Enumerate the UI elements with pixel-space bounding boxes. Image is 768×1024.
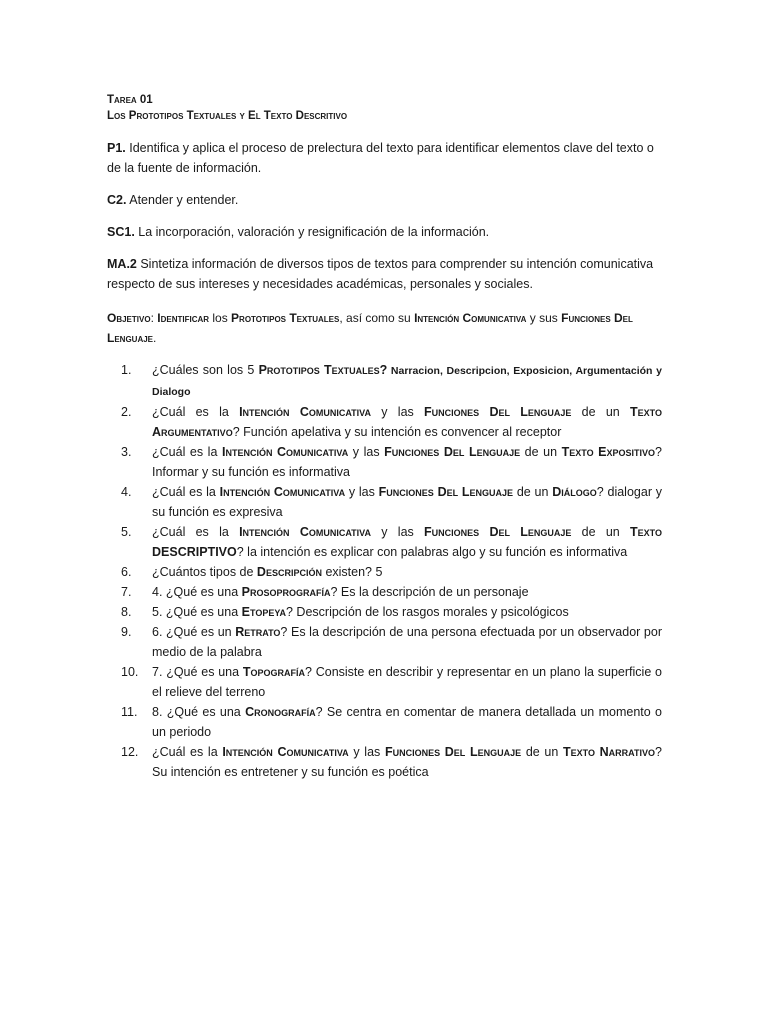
objective-keyword: Intención Comunicativa [414,311,527,325]
answer-text: ? la intención es explicar con palabras algo y su función es informativa [236,545,628,559]
question-text: ¿Cuál es la [152,745,223,759]
question-text: ¿Cuál es la [152,485,220,499]
question-keyword: Intención Comunicativa [239,525,372,539]
answer-text: ? Se centra en comentar de manera detallada un momento o un periodo [152,705,662,739]
question-text: de un [521,745,563,759]
question-item [107,442,662,482]
item-number: 8. [121,605,132,619]
question-keyword: Topografía [242,665,305,679]
question-keyword: Intención Comunicativa [239,405,372,419]
question-text: 7. ¿Qué es una [152,665,243,679]
competency-sc1 [107,222,662,242]
question-keyword: Diálogo [552,485,597,499]
objective-text: los [209,311,232,325]
question-item [107,622,662,662]
objective-keyword: Prototipos Textuales [231,311,340,325]
question-text: y las [345,485,379,499]
item-number: 12. [121,745,139,759]
answer-text: ? Descripción de los rasgos morales y psicológicos [286,605,569,619]
document-title: Los Prototipos Textuales y El Texto Descritivo [107,110,348,122]
question-item [107,360,662,402]
objective-paragraph [107,308,662,348]
competency-code: C2. [107,193,127,207]
question-keyword: Cronografía [245,705,316,719]
question-text: 6. ¿Qué es un [152,625,236,639]
question-keyword: Texto Argumentativo [152,405,662,439]
objective-text: y sus [526,311,562,325]
answer-text: ? Consiste en describir y representar en un plano la superficie o el relieve del terreno [152,665,663,699]
answer-text: ? Informar y su función es informativa [152,445,662,479]
answer-text: existen? 5 [321,565,383,579]
answer-text: ? Función apelativa y su intención es convencer al receptor [232,425,562,439]
question-text: de un [571,525,631,539]
answer-text: ? Su intención es entretener y su función es poética [152,745,662,779]
competency-code: SC1. [107,225,135,239]
question-text: y las [371,405,425,419]
question-keyword: Intención Comunicativa [222,745,349,759]
competency-text: Identifica y aplica el proceso de prelectura del texto para identificar elementos clave del texto o de la fuente de información. [107,141,654,175]
question-text: de un [513,485,553,499]
question-keyword: Funciones Del Lenguaje [384,745,522,759]
question-item [107,702,662,742]
question-text: ¿Cuáles son los 5 [152,363,259,377]
question-text: ¿Cuál es la [152,525,240,539]
objective-sep: : [150,311,158,325]
question-keyword: Descripción [256,565,322,579]
question-text: ¿Cuál es la [152,405,240,419]
answer-text: ? Es la descripción de una persona efectuada por un observador por medio de la palabra [152,625,662,659]
objective-verb: Identificar [157,311,210,325]
question-item [107,522,662,562]
question-item [107,402,662,442]
objective-label: Objetivo [107,311,151,325]
objective-text: . [153,331,157,345]
question-keyword: Texto [630,525,662,539]
question-text: y las [348,745,385,759]
question-text: de un [571,405,631,419]
objective-text: , así como su [339,311,415,325]
question-item [107,742,662,782]
item-number: 1. [121,363,132,377]
item-number: 4. [121,485,132,499]
competency-code: P1. [107,141,126,155]
competency-ma2 [107,254,662,294]
competency-code: MA.2 [107,257,137,271]
question-list [107,360,662,782]
item-number: 2. [121,405,132,419]
item-number: 10. [121,665,139,679]
objective-keyword: Funciones Del Lenguaje [107,311,633,345]
question-keyword: Texto Expositivo [561,445,656,459]
competency-text: Sintetiza información de diversos tipos de textos para comprender su intención comunicativa respecto de sus intereses y necesidades académicas, personales y sociales. [107,257,654,291]
answer-text: Narracion, Descripcion, Exposicion, Argumentación y Dialogo [152,365,662,398]
item-number: 5. [121,525,132,539]
competency-c2 [107,190,662,210]
question-keyword: Prototipos Textuales? [258,363,388,377]
question-keyword: Funciones Del Lenguaje [424,405,572,419]
question-keyword: Texto Narrativo [563,745,656,759]
competency-text: Atender y entender. [126,193,239,207]
question-text: 8. ¿Qué es una [152,705,246,719]
item-number: 11. [121,705,138,719]
question-keyword: Intención Comunicativa [221,445,349,459]
task-number: Tarea 01 [107,94,153,106]
question-keyword: Etopeya [241,605,286,619]
question-text: y las [371,525,425,539]
answer-text: ? Es la descripción de un personaje [330,585,529,599]
item-number: 9. [121,625,132,639]
question-keyword: DESCRIPTIVO [152,545,237,559]
question-keyword: Funciones Del Lenguaje [424,525,572,539]
answer-text: ? dialogar y su función es expresiva [152,485,663,519]
question-keyword: Retrato [235,625,281,639]
question-keyword: Funciones Del Lenguaje [384,445,521,459]
question-text: ¿Cuántos tipos de [152,565,257,579]
question-keyword: Prosoprografía [241,585,331,599]
question-text: 5. ¿Qué es una [152,605,242,619]
question-text: ¿Cuál es la [152,445,222,459]
item-number: 7. [121,585,132,599]
question-keyword: Funciones Del Lenguaje [378,485,514,499]
question-text: y las [348,445,385,459]
question-item [107,602,662,622]
item-number: 6. [121,565,132,579]
competency-p1 [107,138,662,178]
question-item [107,662,662,702]
question-keyword: Intención Comunicativa [219,485,346,499]
question-item [107,582,662,602]
question-item [107,562,662,582]
question-item [107,482,662,522]
item-number: 3. [121,445,132,459]
document-body [107,92,662,782]
competency-text: La incorporación, valoración y resignificación de la información. [134,225,490,239]
question-text: de un [520,445,562,459]
question-text: 4. ¿Qué es una [152,585,242,599]
